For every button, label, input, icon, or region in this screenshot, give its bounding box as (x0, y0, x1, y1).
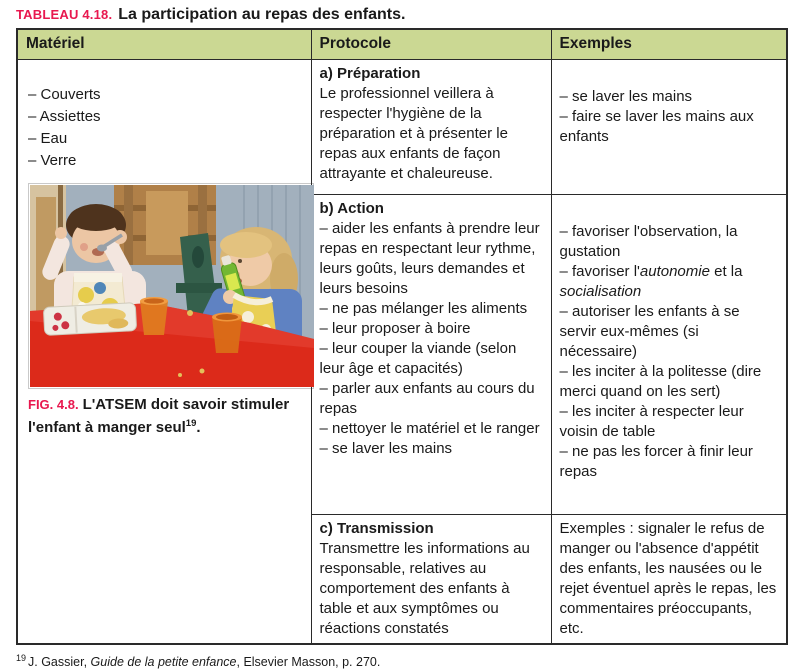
footnote-number: 19 (16, 652, 27, 663)
book-title: Guide de la petite enfance (90, 654, 237, 669)
exemples-cell-a (551, 59, 787, 194)
figure-number-label: FIG. 4.8. (28, 396, 79, 412)
list-item: – Eau (28, 129, 68, 147)
list-item: – autoriser les enfants à se servir eux-mêmes (si nécessaire) (559, 302, 740, 360)
cup-icon (212, 312, 242, 353)
cup-icon (140, 297, 168, 335)
materiel-list (28, 84, 305, 172)
list-item: – se laver les mains (319, 439, 453, 457)
meal-photo-illustration (30, 185, 314, 387)
materiel-cell (17, 59, 311, 644)
list-item: – se laver les mains (559, 87, 693, 105)
participation-table (16, 28, 788, 645)
section-heading-c: c) Transmission (319, 519, 434, 537)
list-item: – aider les enfants à prendre leur repas en respectant leur rythme, leurs goûts, leurs demandes et leurs besoins (319, 219, 540, 297)
list-item: – favoriser l'autonomie et la socialisation (559, 262, 743, 300)
list-item: – Couverts (28, 85, 101, 103)
header-row (17, 29, 787, 59)
list-item: – leur couper la viande (selon leur âge et capacités) (319, 339, 517, 377)
protocole-cell-a (311, 59, 551, 194)
list-item: – Assiettes (28, 107, 101, 125)
section-heading-b: b) Action (319, 199, 384, 217)
protocole-paragraph-a: Le professionnel veillera à respecter l'hygiène de la préparation et à présenter le repas aux enfants de façon attrayante et chaleureuse. (319, 84, 508, 182)
protocole-cell-b (311, 194, 551, 514)
food-tray (43, 302, 136, 335)
exemples-list-a (560, 87, 781, 147)
exemples-cell-c (551, 514, 787, 644)
figure-caption-text: L'ATSEM doit savoir stimuler l'enfant à manger seul (28, 395, 290, 436)
table-number-label: TABLEAU 4.18. (16, 7, 113, 22)
protocole-paragraph-c: Transmettre les informations au responsable, relatives au comportement des enfants à table et aux symptômes ou réactions constatés (319, 539, 530, 637)
table-title-text: La participation au repas des enfants. (118, 6, 406, 23)
footnote: $^{19}$ J. Gassier, Guide de la petite enfance, Elsevier Masson, p. 270. (16, 652, 381, 669)
list-item: – parler aux enfants au cours du repas (319, 379, 535, 417)
exemples-cell-b (551, 194, 787, 514)
protocole-cell-c (311, 514, 551, 644)
list-item: – les inciter à la politesse (dire merci quand on les sert) (559, 362, 762, 400)
list-item: – faire se laver les mains aux enfants (559, 107, 754, 145)
list-item: – les inciter à respecter leur voisin de table (559, 402, 744, 440)
table-row (17, 59, 787, 194)
exemples-paragraph-c: Exemples : signaler le refus de manger ou l'absence d'appétit des enfants, les nausées ou le rejet éventuel après le repas, les commentaires préoccupants, etc. (559, 519, 777, 637)
list-item: – leur proposer à boire (319, 319, 471, 337)
section-heading-a: a) Préparation (319, 64, 421, 82)
list-item: – favoriser l'observation, la gustation (559, 222, 738, 260)
list-item: – Verre (28, 151, 77, 169)
exemples-list-b (560, 222, 781, 482)
list-item: – ne pas les forcer à finir leur repas (559, 442, 753, 480)
page-title (16, 5, 786, 24)
list-item: – ne pas mélanger les aliments (319, 299, 528, 317)
figure-caption: FIG. 4.8. L'ATSEM doit savoir stimuler l'enfant à manger seul$^{19}$. (28, 395, 290, 436)
column-header-protocole: Protocole (311, 29, 551, 59)
column-header-materiel: Matériel (17, 29, 311, 59)
meal-photo (28, 183, 314, 389)
list-item: – nettoyer le matériel et le ranger (319, 419, 540, 437)
column-header-exemples: Exemples (551, 29, 787, 59)
footnote-ref: 19 (185, 418, 197, 429)
protocole-list-b (320, 219, 545, 459)
